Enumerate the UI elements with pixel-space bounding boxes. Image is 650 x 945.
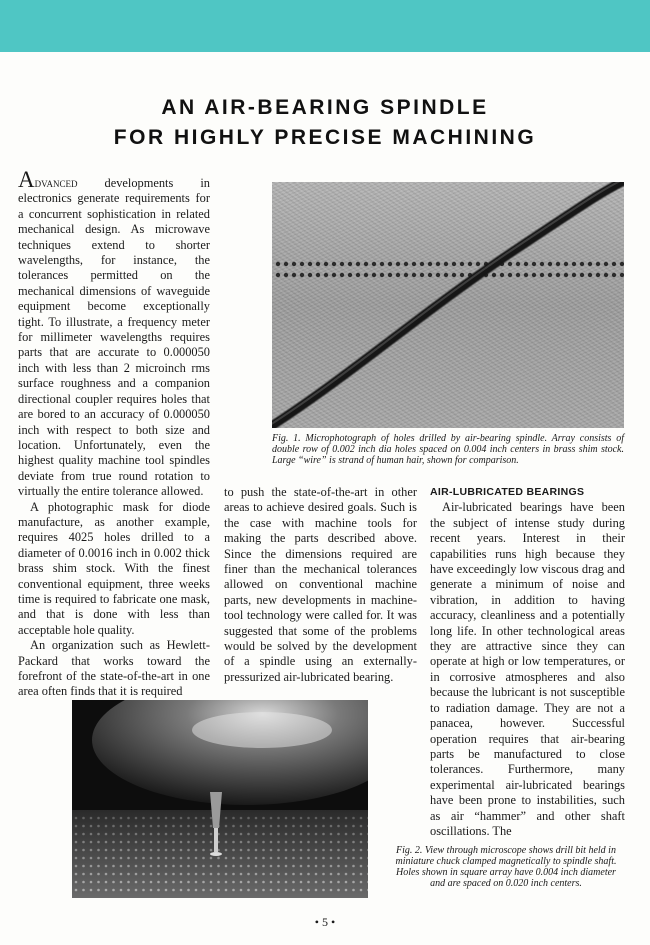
paragraph-4: Air-lubricated bearings have been the subject of intense study during recent years. Interest in their capabilities runs high because they have exceedingly low viscous drag and generate a minimum of noise and vibration, in addition to having accuracy, cleanliness and a potentially long life. In other technological areas they are attractive since they can operate at high or low temperatures, or in corrosive atmospheres and also because the lubricant is not susceptible to radiation damage. They are not a panacea, however. Successful operation requires that air-bearing parts be manufactured to close tolerances. Furthermore, many experimental air-lubricated bearings have been prone to instabilities, such as air “hammer” and other shaft oscillations. The (430, 500, 625, 838)
paragraph-1-text: developments in electronics generate requirements for a concurrent sophistication in related mechanical design. As microwave techniques extend to shorter wavelengths, for instance, the tolerances permitted on the mechanical dimensions of waveguide equipment become exceptionally tight. To illustrate, a frequency meter for millimeter wavelengths requires parts that are accurate to 0.000050 inch with less than 2 microinch rms surface roughness and a companion directional coupler requires holes that are bored to an accuracy of 0.000050 inch with respect to both size and location. Unfortunately, even the highest quality machine tool spindles deviate from true round rotation to virtually the entire tolerance allowed. (18, 176, 210, 499)
figure-2-microscope-view (72, 700, 368, 898)
lead-word: dvanced (34, 176, 78, 190)
paragraph-1 (18, 167, 210, 500)
hair-and-holes-image (272, 182, 624, 428)
figure-2-caption: Fig. 2. View through microscope shows drill bit held in miniature chuck clamped magnetically to spindle shaft. Holes shown in square array have 0.004 inch diameter and are spaced on 0.020 inch centers. (395, 845, 617, 889)
text-column-1 (18, 167, 210, 700)
paragraph-3-continued: to push the state-of-the-art in other areas to achieve desired goals. Such is the case with machine tools for making the parts described above. Since the dimensions required are finer than the mechanical tolerances allowed on conventional machine parts, new developments in machine-tool technology were called for. It was suggested that some of the problems would be solved by the development of a spindle using an externally-pressurized air-lubricated bearing. (224, 485, 417, 684)
text-column-2 (224, 485, 417, 685)
article-title-line2: FOR HIGHLY PRECISE MACHINING (113, 126, 537, 149)
figure-1-microphotograph (272, 182, 624, 428)
paragraph-2: A photographic mask for diode manufacture, as another example, requires 4025 holes drilled to a diameter of 0.0016 inch in 0.002 thick brass shim stock. With the finest conventional equipment, three weeks time is required to fabricate one mask, and that is done with less than acceptable hole quality. (18, 499, 210, 637)
text-column-3 (430, 485, 625, 839)
top-color-band (0, 0, 650, 52)
article-title-line1: AN AIR-BEARING SPINDLE (161, 96, 489, 119)
figure-1-caption: Fig. 1. Microphotograph of holes drilled by air-bearing spindle. Array consists of double row of 0.002 inch dia holes spaced on 0.004 inch centers in brass shim stock. Large “wire” is strand of human hair, shown for comparison. (272, 433, 624, 466)
section-heading: AIR-LUBRICATED BEARINGS (430, 486, 585, 498)
page-number: • 5 • (314, 915, 336, 929)
drop-cap: A (18, 167, 35, 192)
drilled-holes-array (276, 262, 624, 277)
drill-bit-image (72, 700, 368, 898)
paragraph-3: An organization such as Hewlett-Packard that works toward the forefront of the state-of-the-art in one area often finds that it is required (18, 638, 210, 699)
